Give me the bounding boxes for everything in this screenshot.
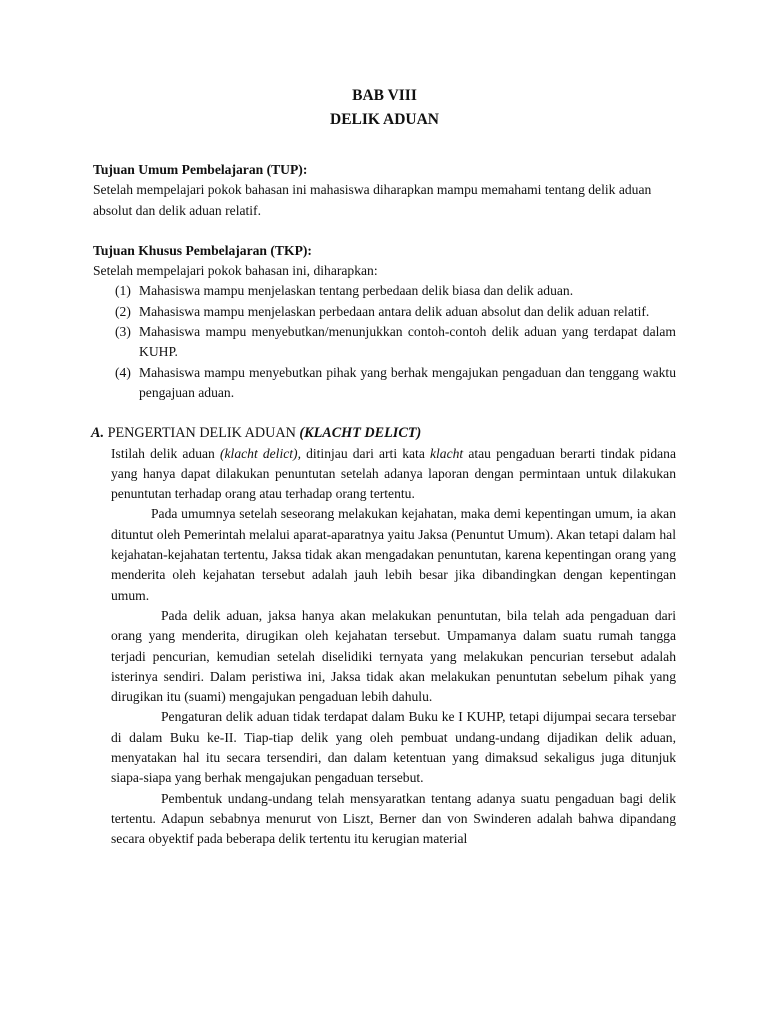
text-run: ditinjau dari arti kata bbox=[300, 445, 430, 461]
list-item bbox=[115, 302, 676, 322]
section-a bbox=[93, 423, 676, 849]
list-number: (1) bbox=[115, 283, 131, 299]
list-item bbox=[115, 322, 676, 363]
list-text: Mahasiswa mampu menyebutkan/menunjukkan contoh-contoh delik aduan yang terdapat dalam KUHP. bbox=[139, 324, 676, 360]
section-body bbox=[93, 444, 676, 850]
spacer bbox=[93, 132, 676, 160]
section-heading-term: (KLACHT DELICT) bbox=[299, 425, 422, 442]
list-number: (3) bbox=[115, 324, 131, 340]
list-text: Mahasiswa mampu menjelaskan tentang perbedaan delik biasa dan delik aduan. bbox=[139, 283, 574, 299]
paragraph-4: Pengaturan delik aduan tidak terdapat dalam Buku ke I KUHP, tetapi dijumpai secara tersebar di dalam Buku ke-II. Tiap-tiap delik yang oleh pembuat undang-undang dijadikan delik aduan, menyatakan hal itu secara tersendiri, dan dalam ketentuan yang dimaksud sekaligus juga ditunjuk siapa-siapa yang berhak mengajukan pengaduan tersebut. bbox=[111, 709, 676, 786]
tkp-intro: Setelah mempelajari pokok bahasan ini, diharapkan: bbox=[93, 263, 378, 279]
tup-heading: Tujuan Umum Pembelajaran (TUP): bbox=[93, 162, 308, 177]
list-text: Mahasiswa mampu menjelaskan perbedaan antara delik aduan absolut dan delik aduan relatif. bbox=[139, 303, 650, 319]
list-text: Mahasiswa mampu menyebutkan pihak yang berhak mengajukan pengaduan dan tenggang waktu pengajuan aduan. bbox=[139, 364, 676, 400]
tkp-heading: Tujuan Khusus Pembelajaran (TKP): bbox=[93, 242, 312, 258]
list-item bbox=[115, 281, 676, 301]
list-item bbox=[115, 363, 676, 404]
list-number: (2) bbox=[115, 303, 131, 319]
tup-text: Setelah mempelajari pokok bahasan ini mahasiswa diharapkan mampu memahami tentang delik aduan absolut dan delik aduan relatif. bbox=[93, 182, 652, 218]
section-heading-text: PENGERTIAN DELIK ADUAN bbox=[107, 425, 296, 442]
tkp-block bbox=[93, 241, 676, 403]
text-run: Istilah delik aduan bbox=[111, 445, 220, 461]
italic-term: klacht bbox=[429, 445, 464, 461]
italic-term: (klacht delict), bbox=[219, 445, 301, 461]
section-letter: A. bbox=[91, 425, 105, 442]
paragraph-2: Pada umumnya setelah seseorang melakukan kejahatan, maka demi kepentingan umum, ia akan dituntut oleh Pemerintah melalui aparat-aparatnya yaitu Jaksa (Penuntut Umum). Akan tetapi dalam hal kejahatan-kejahatan tertentu, Jaksa tidak akan mengadakan penuntutan, karena kepentingan orang yang menderita oleh kejahatan tersebut adalah jauh lebih besar jika dibandingkan dengan kepentingan umum. bbox=[111, 506, 676, 603]
spacer bbox=[93, 403, 676, 423]
tup-block bbox=[93, 160, 676, 221]
paragraph-1 bbox=[111, 444, 676, 505]
paragraph-3: Pada delik aduan, jaksa hanya akan melakukan penuntutan, bila telah ada pengaduan dari orang yang menderita, dirugikan oleh kejahatan tersebut. Umpamanya dalam suatu rumah tangga terjadi pencurian, kemudian setelah diselidiki ternyata yang melakukan pencurian tersebut adalah isterinya sendiri. Dalam peristiwa ini, Jaksa tidak akan melakukan penuntutan sebelum pihak yang dirugikan itu (suami) mengajukan pengaduan lebih dahulu. bbox=[111, 607, 676, 705]
spacer bbox=[93, 221, 676, 241]
text-run: atau pengaduan berarti tindak pidana yang hanya dapat dilakukan penuntutan setelah adanya laporan dengan permintaan untuk dilakukan penuntutan terhadap orang atau terhadap orang tertentu. bbox=[111, 445, 677, 502]
chapter-title: DELIK ADUAN bbox=[330, 111, 439, 128]
list-number: (4) bbox=[115, 364, 131, 380]
objective-list bbox=[93, 281, 676, 403]
chapter-number: BAB VIII bbox=[352, 87, 417, 104]
section-heading bbox=[91, 423, 676, 443]
paragraph-5: Pembentuk undang-undang telah mensyaratkan tentang adanya suatu pengaduan bagi delik tertentu. Adapun sebabnya menurut von Liszt, Berner dan von Swinderen adalah bahwa dipandang secara obyektif pada beberapa delik tertentu itu kerugian material bbox=[111, 790, 676, 847]
